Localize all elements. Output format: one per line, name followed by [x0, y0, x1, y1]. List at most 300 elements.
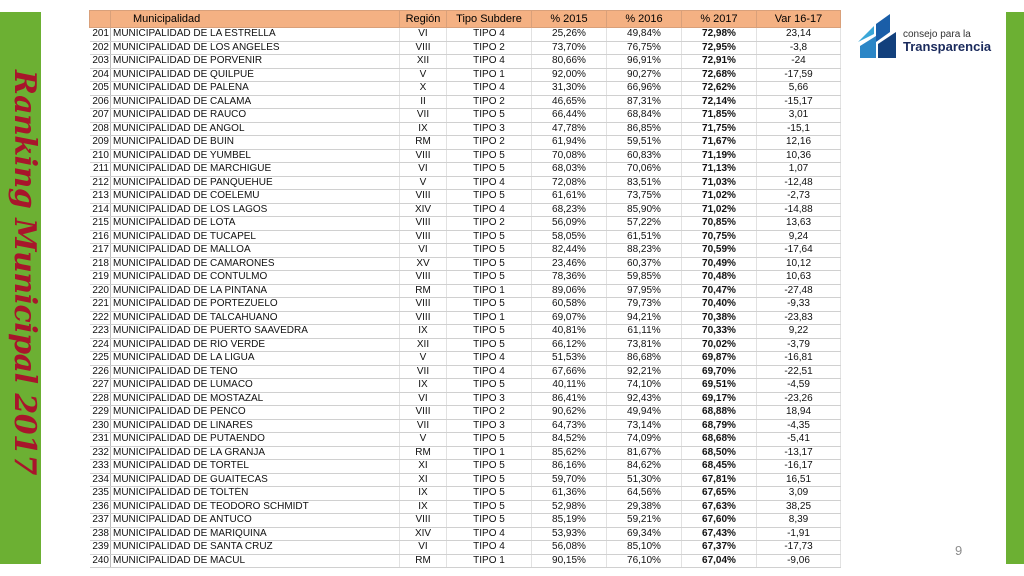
- table-row: [90, 28, 841, 42]
- cell-name: MUNICIPALIDAD DE CALAMA: [111, 95, 400, 109]
- table-row: [90, 176, 841, 190]
- cell-rank: 221: [90, 298, 111, 312]
- cell-p16: 64,56%: [607, 487, 682, 501]
- cell-p16: 68,84%: [607, 109, 682, 123]
- cell-region: IX: [400, 487, 447, 501]
- cell-var: 3,01: [757, 109, 841, 123]
- cell-region: VIII: [400, 514, 447, 528]
- cell-p17: 71,85%: [682, 109, 757, 123]
- cell-region: VII: [400, 419, 447, 433]
- cell-p16: 96,91%: [607, 55, 682, 69]
- cell-p17: 71,02%: [682, 190, 757, 204]
- cell-p16: 66,96%: [607, 82, 682, 96]
- cell-region: VII: [400, 365, 447, 379]
- table-row: [90, 122, 841, 136]
- cell-p16: 85,10%: [607, 541, 682, 555]
- cell-p15: 78,36%: [532, 271, 607, 285]
- cell-region: VII: [400, 109, 447, 123]
- cell-rank: 205: [90, 82, 111, 96]
- cell-tipo: TIPO 5: [447, 190, 532, 204]
- cell-p15: 66,44%: [532, 109, 607, 123]
- cell-var: -17,64: [757, 244, 841, 258]
- cell-region: RM: [400, 554, 447, 568]
- cell-name: MUNICIPALIDAD DE LOS LAGOS: [111, 203, 400, 217]
- cell-name: MUNICIPALIDAD DE LOS ANGELES: [111, 41, 400, 55]
- cell-tipo: TIPO 2: [447, 406, 532, 420]
- cell-rank: 216: [90, 230, 111, 244]
- table-row: [90, 55, 841, 69]
- cell-p17: 69,17%: [682, 392, 757, 406]
- cell-var: 1,07: [757, 163, 841, 177]
- column-header-rank: [90, 11, 111, 28]
- cell-p17: 67,81%: [682, 473, 757, 487]
- cell-rank: 230: [90, 419, 111, 433]
- cell-name: MUNICIPALIDAD DE TUCAPEL: [111, 230, 400, 244]
- cell-tipo: TIPO 2: [447, 95, 532, 109]
- cell-var: 5,66: [757, 82, 841, 96]
- cell-name: MUNICIPALIDAD DE PALENA: [111, 82, 400, 96]
- cell-tipo: TIPO 5: [447, 338, 532, 352]
- cell-region: VIII: [400, 271, 447, 285]
- cell-tipo: TIPO 5: [447, 244, 532, 258]
- cell-p15: 61,36%: [532, 487, 607, 501]
- cell-name: MUNICIPALIDAD DE PENCO: [111, 406, 400, 420]
- column-header-name: Municipalidad: [111, 11, 400, 28]
- cell-rank: 238: [90, 527, 111, 541]
- cell-p15: 67,66%: [532, 365, 607, 379]
- cell-var: 8,39: [757, 514, 841, 528]
- cell-region: XV: [400, 257, 447, 271]
- cell-region: IX: [400, 325, 447, 339]
- cell-p16: 60,37%: [607, 257, 682, 271]
- cell-tipo: TIPO 5: [447, 379, 532, 393]
- cell-name: MUNICIPALIDAD DE LUMACO: [111, 379, 400, 393]
- cell-region: VIII: [400, 41, 447, 55]
- cell-p17: 70,85%: [682, 217, 757, 231]
- cell-rank: 223: [90, 325, 111, 339]
- cell-p16: 73,81%: [607, 338, 682, 352]
- cell-p17: 70,48%: [682, 271, 757, 285]
- cell-p15: 52,98%: [532, 500, 607, 514]
- table-row: [90, 311, 841, 325]
- cell-var: -22,51: [757, 365, 841, 379]
- cell-var: -9,06: [757, 554, 841, 568]
- cell-name: MUNICIPALIDAD DE COELEMU: [111, 190, 400, 204]
- cell-region: XII: [400, 338, 447, 352]
- cell-p16: 92,21%: [607, 365, 682, 379]
- cell-p15: 85,19%: [532, 514, 607, 528]
- cell-p16: 57,22%: [607, 217, 682, 231]
- cell-p17: 72,14%: [682, 95, 757, 109]
- cell-p16: 59,51%: [607, 136, 682, 150]
- cell-name: MUNICIPALIDAD DE ANGOL: [111, 122, 400, 136]
- cell-p16: 97,95%: [607, 284, 682, 298]
- cell-p17: 71,13%: [682, 163, 757, 177]
- cell-tipo: TIPO 4: [447, 82, 532, 96]
- cell-p16: 76,75%: [607, 41, 682, 55]
- cell-p15: 46,65%: [532, 95, 607, 109]
- cell-rank: 206: [90, 95, 111, 109]
- cell-rank: 227: [90, 379, 111, 393]
- cell-tipo: TIPO 5: [447, 460, 532, 474]
- cell-region: XII: [400, 55, 447, 69]
- cell-p17: 69,51%: [682, 379, 757, 393]
- cell-p15: 61,94%: [532, 136, 607, 150]
- cell-tipo: TIPO 5: [447, 433, 532, 447]
- cell-region: IX: [400, 379, 447, 393]
- cell-p16: 59,21%: [607, 514, 682, 528]
- cell-name: MUNICIPALIDAD DE TENO: [111, 365, 400, 379]
- cell-region: VI: [400, 392, 447, 406]
- cell-region: VIII: [400, 190, 447, 204]
- cell-p17: 71,03%: [682, 176, 757, 190]
- cell-region: VI: [400, 163, 447, 177]
- table-row: [90, 190, 841, 204]
- table-row: [90, 284, 841, 298]
- cell-region: XI: [400, 473, 447, 487]
- cell-tipo: TIPO 4: [447, 352, 532, 366]
- cell-region: IX: [400, 122, 447, 136]
- cell-p17: 68,68%: [682, 433, 757, 447]
- cell-p17: 70,47%: [682, 284, 757, 298]
- cell-rank: 232: [90, 446, 111, 460]
- cell-rank: 233: [90, 460, 111, 474]
- table-row: [90, 257, 841, 271]
- cell-p16: 83,51%: [607, 176, 682, 190]
- cell-region: XIV: [400, 203, 447, 217]
- cell-tipo: TIPO 5: [447, 149, 532, 163]
- cell-rank: 234: [90, 473, 111, 487]
- cell-rank: 225: [90, 352, 111, 366]
- column-header-var: Var 16-17: [757, 11, 841, 28]
- column-header-p16: % 2016: [607, 11, 682, 28]
- cell-var: -1,91: [757, 527, 841, 541]
- cell-var: -3,8: [757, 41, 841, 55]
- transparency-logo-icon: [856, 12, 902, 60]
- cell-tipo: TIPO 4: [447, 541, 532, 555]
- cell-p15: 31,30%: [532, 82, 607, 96]
- cell-tipo: TIPO 2: [447, 136, 532, 150]
- table-row: [90, 554, 841, 568]
- cell-rank: 217: [90, 244, 111, 258]
- column-header-p15: % 2015: [532, 11, 607, 28]
- cell-p16: 88,23%: [607, 244, 682, 258]
- cell-tipo: TIPO 5: [447, 109, 532, 123]
- cell-p15: 92,00%: [532, 68, 607, 82]
- cell-name: MUNICIPALIDAD DE MALLOA: [111, 244, 400, 258]
- cell-rank: 239: [90, 541, 111, 555]
- cell-name: MUNICIPALIDAD DE LA LIGUA: [111, 352, 400, 366]
- cell-p17: 70,75%: [682, 230, 757, 244]
- cell-p16: 85,90%: [607, 203, 682, 217]
- logo-line2: Transparencia: [903, 39, 992, 54]
- cell-rank: 224: [90, 338, 111, 352]
- cell-p15: 80,66%: [532, 55, 607, 69]
- cell-name: MUNICIPALIDAD DE PUERTO SAAVEDRA: [111, 325, 400, 339]
- cell-region: XI: [400, 460, 447, 474]
- cell-rank: 211: [90, 163, 111, 177]
- cell-region: II: [400, 95, 447, 109]
- cell-var: -15,1: [757, 122, 841, 136]
- cell-name: MUNICIPALIDAD DE MOSTAZAL: [111, 392, 400, 406]
- cell-var: -17,59: [757, 68, 841, 82]
- cell-p17: 67,04%: [682, 554, 757, 568]
- table-row: [90, 352, 841, 366]
- table-row: [90, 500, 841, 514]
- table-row: [90, 149, 841, 163]
- cell-rank: 229: [90, 406, 111, 420]
- cell-p15: 69,07%: [532, 311, 607, 325]
- cell-rank: 236: [90, 500, 111, 514]
- table-row: [90, 203, 841, 217]
- cell-region: VIII: [400, 149, 447, 163]
- table-row: [90, 68, 841, 82]
- cell-p16: 73,75%: [607, 190, 682, 204]
- cell-p15: 25,26%: [532, 28, 607, 42]
- cell-p16: 49,84%: [607, 28, 682, 42]
- cell-p17: 71,02%: [682, 203, 757, 217]
- cell-p15: 40,11%: [532, 379, 607, 393]
- cell-p17: 70,59%: [682, 244, 757, 258]
- cell-rank: 204: [90, 68, 111, 82]
- cell-var: 12,16: [757, 136, 841, 150]
- cell-tipo: TIPO 3: [447, 122, 532, 136]
- cell-p16: 81,67%: [607, 446, 682, 460]
- cell-p17: 70,40%: [682, 298, 757, 312]
- cell-p15: 51,53%: [532, 352, 607, 366]
- cell-rank: 203: [90, 55, 111, 69]
- cell-var: -14,88: [757, 203, 841, 217]
- cell-p16: 61,11%: [607, 325, 682, 339]
- cell-p15: 70,08%: [532, 149, 607, 163]
- cell-var: -24: [757, 55, 841, 69]
- cell-name: MUNICIPALIDAD DE MACUL: [111, 554, 400, 568]
- table-row: [90, 271, 841, 285]
- table-row: [90, 446, 841, 460]
- table-row: [90, 487, 841, 501]
- cell-p15: 86,16%: [532, 460, 607, 474]
- cell-var: 9,24: [757, 230, 841, 244]
- column-header-region: Región: [400, 11, 447, 28]
- cell-p15: 68,03%: [532, 163, 607, 177]
- table-row: [90, 82, 841, 96]
- cell-rank: 222: [90, 311, 111, 325]
- column-header-p17: % 2017: [682, 11, 757, 28]
- cell-p15: 89,06%: [532, 284, 607, 298]
- cell-tipo: TIPO 5: [447, 487, 532, 501]
- cell-p17: 68,45%: [682, 460, 757, 474]
- cell-var: 38,25: [757, 500, 841, 514]
- cell-p16: 94,21%: [607, 311, 682, 325]
- cell-tipo: TIPO 5: [447, 230, 532, 244]
- cell-p16: 69,34%: [607, 527, 682, 541]
- cell-var: -16,17: [757, 460, 841, 474]
- cell-p16: 86,68%: [607, 352, 682, 366]
- cell-name: MUNICIPALIDAD DE TALCAHUANO: [111, 311, 400, 325]
- cell-var: -12,48: [757, 176, 841, 190]
- cell-region: X: [400, 82, 447, 96]
- cell-rank: 214: [90, 203, 111, 217]
- cell-p17: 68,50%: [682, 446, 757, 460]
- cell-region: VI: [400, 541, 447, 555]
- cell-var: 18,94: [757, 406, 841, 420]
- table-row: [90, 136, 841, 150]
- cell-p15: 73,70%: [532, 41, 607, 55]
- cell-var: 9,22: [757, 325, 841, 339]
- cell-tipo: TIPO 4: [447, 55, 532, 69]
- cell-var: -4,59: [757, 379, 841, 393]
- cell-region: V: [400, 352, 447, 366]
- cell-p15: 40,81%: [532, 325, 607, 339]
- cell-tipo: TIPO 5: [447, 298, 532, 312]
- cell-name: MUNICIPALIDAD DE QUILPUÉ: [111, 68, 400, 82]
- cell-name: MUNICIPALIDAD DE GUAITECAS: [111, 473, 400, 487]
- cell-region: IX: [400, 500, 447, 514]
- cell-tipo: TIPO 1: [447, 446, 532, 460]
- cell-p16: 76,10%: [607, 554, 682, 568]
- cell-p16: 86,85%: [607, 122, 682, 136]
- cell-name: MUNICIPALIDAD DE MARCHIGUE: [111, 163, 400, 177]
- cell-region: V: [400, 176, 447, 190]
- cell-p17: 67,60%: [682, 514, 757, 528]
- cell-region: RM: [400, 446, 447, 460]
- cell-tipo: TIPO 5: [447, 271, 532, 285]
- table-row: [90, 433, 841, 447]
- cell-p15: 47,78%: [532, 122, 607, 136]
- cell-var: -15,17: [757, 95, 841, 109]
- cell-rank: 201: [90, 28, 111, 42]
- cell-p15: 56,09%: [532, 217, 607, 231]
- cell-p17: 72,98%: [682, 28, 757, 42]
- right-accent-bar: [1006, 12, 1024, 564]
- cell-tipo: TIPO 4: [447, 203, 532, 217]
- table-row: [90, 338, 841, 352]
- cell-var: 13,63: [757, 217, 841, 231]
- cell-tipo: TIPO 2: [447, 41, 532, 55]
- cell-p16: 87,31%: [607, 95, 682, 109]
- cell-name: MUNICIPALIDAD DE PANQUEHUE: [111, 176, 400, 190]
- cell-tipo: TIPO 4: [447, 365, 532, 379]
- table-row: [90, 460, 841, 474]
- table-row: [90, 163, 841, 177]
- cell-tipo: TIPO 1: [447, 311, 532, 325]
- cell-rank: 226: [90, 365, 111, 379]
- cell-p16: 74,09%: [607, 433, 682, 447]
- table-row: [90, 41, 841, 55]
- cell-p16: 29,38%: [607, 500, 682, 514]
- table-row: [90, 379, 841, 393]
- cell-var: -5,41: [757, 433, 841, 447]
- cell-rank: 210: [90, 149, 111, 163]
- cell-p15: 86,41%: [532, 392, 607, 406]
- cell-name: MUNICIPALIDAD DE LOTA: [111, 217, 400, 231]
- cell-p17: 72,68%: [682, 68, 757, 82]
- cell-name: MUNICIPALIDAD DE LA GRANJA: [111, 446, 400, 460]
- cell-name: MUNICIPALIDAD DE TEODORO SCHMIDT: [111, 500, 400, 514]
- cell-p15: 59,70%: [532, 473, 607, 487]
- cell-p15: 90,62%: [532, 406, 607, 420]
- cell-p15: 90,15%: [532, 554, 607, 568]
- cell-region: VIII: [400, 230, 447, 244]
- cell-p17: 69,70%: [682, 365, 757, 379]
- cell-name: MUNICIPALIDAD DE CAMARONES: [111, 257, 400, 271]
- cell-p16: 49,94%: [607, 406, 682, 420]
- cell-var: -9,33: [757, 298, 841, 312]
- cell-var: 10,12: [757, 257, 841, 271]
- cell-p17: 70,38%: [682, 311, 757, 325]
- cell-region: VIII: [400, 406, 447, 420]
- cell-p17: 67,37%: [682, 541, 757, 555]
- cell-p16: 90,27%: [607, 68, 682, 82]
- cell-name: MUNICIPALIDAD DE RAUCO: [111, 109, 400, 123]
- cell-rank: 215: [90, 217, 111, 231]
- cell-name: MUNICIPALIDAD DE PUTAENDO: [111, 433, 400, 447]
- table-row: [90, 406, 841, 420]
- cell-region: VIII: [400, 217, 447, 231]
- cell-tipo: TIPO 1: [447, 68, 532, 82]
- cell-var: -3,79: [757, 338, 841, 352]
- cell-p17: 70,49%: [682, 257, 757, 271]
- table-row: [90, 473, 841, 487]
- cell-name: MUNICIPALIDAD DE TOLTÉN: [111, 487, 400, 501]
- cell-rank: 218: [90, 257, 111, 271]
- cell-tipo: TIPO 4: [447, 527, 532, 541]
- cell-p15: 66,12%: [532, 338, 607, 352]
- table-row: [90, 230, 841, 244]
- cell-p16: 74,10%: [607, 379, 682, 393]
- cell-p15: 53,93%: [532, 527, 607, 541]
- cell-tipo: TIPO 2: [447, 217, 532, 231]
- cell-p17: 72,62%: [682, 82, 757, 96]
- cell-p15: 23,46%: [532, 257, 607, 271]
- cell-p17: 68,88%: [682, 406, 757, 420]
- cell-name: MUNICIPALIDAD DE PORTEZUELO: [111, 298, 400, 312]
- cell-region: RM: [400, 284, 447, 298]
- cell-name: MUNICIPALIDAD DE MARIQUINA: [111, 527, 400, 541]
- cell-tipo: TIPO 5: [447, 500, 532, 514]
- cell-name: MUNICIPALIDAD DE TORTEL: [111, 460, 400, 474]
- cell-tipo: TIPO 4: [447, 176, 532, 190]
- cell-rank: 235: [90, 487, 111, 501]
- cell-p17: 67,63%: [682, 500, 757, 514]
- cell-p16: 79,73%: [607, 298, 682, 312]
- cell-var: 16,51: [757, 473, 841, 487]
- cell-name: MUNICIPALIDAD DE PORVENIR: [111, 55, 400, 69]
- cell-p17: 71,19%: [682, 149, 757, 163]
- ranking-table: [89, 10, 841, 568]
- cell-p16: 51,30%: [607, 473, 682, 487]
- cell-tipo: TIPO 5: [447, 163, 532, 177]
- column-header-tipo: Tipo Subdere: [447, 11, 532, 28]
- logo-line1: consejo para la: [903, 29, 971, 40]
- cell-tipo: TIPO 3: [447, 419, 532, 433]
- cell-p15: 84,52%: [532, 433, 607, 447]
- cell-var: -23,83: [757, 311, 841, 325]
- cell-region: RM: [400, 136, 447, 150]
- cell-var: 10,63: [757, 271, 841, 285]
- cell-p17: 70,02%: [682, 338, 757, 352]
- cell-p17: 69,87%: [682, 352, 757, 366]
- cell-rank: 207: [90, 109, 111, 123]
- table-row: [90, 514, 841, 528]
- cell-var: 10,36: [757, 149, 841, 163]
- cell-p16: 61,51%: [607, 230, 682, 244]
- cell-rank: 228: [90, 392, 111, 406]
- cell-rank: 208: [90, 122, 111, 136]
- cell-p15: 56,08%: [532, 541, 607, 555]
- cell-region: V: [400, 68, 447, 82]
- cell-tipo: TIPO 5: [447, 257, 532, 271]
